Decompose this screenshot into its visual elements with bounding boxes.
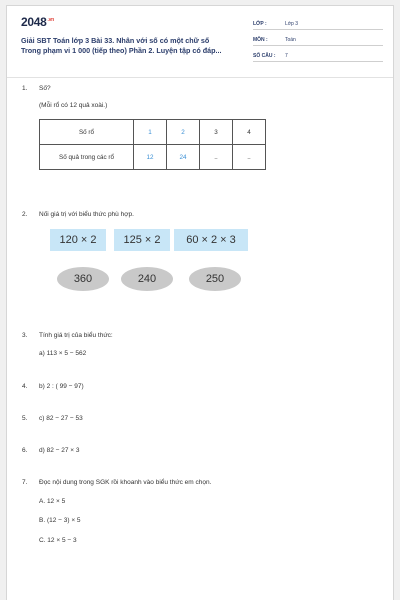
question-1-number: 1.: [22, 85, 28, 92]
question-2-number: 2.: [22, 211, 28, 218]
value-oval[interactable]: 240: [121, 267, 173, 291]
meta-question-count-value: 7: [285, 53, 288, 59]
table-cell: Số quả trong các rổ: [40, 145, 134, 170]
question-5-text: c) 82 − 27 − 53: [39, 415, 83, 422]
meta-grade-value: Lớp 3: [285, 21, 299, 27]
question-1-text: Số?: [39, 85, 51, 92]
table-cell: 12: [134, 145, 167, 170]
table-cell: Số rổ: [40, 120, 134, 145]
header-divider: [7, 77, 393, 78]
table-cell: 4: [233, 120, 266, 145]
question-5-number: 5.: [22, 415, 28, 422]
mango-table: [39, 119, 266, 170]
meta-subject-value: Toán: [285, 37, 296, 43]
meta-subject: [253, 31, 383, 46]
site-logo[interactable]: $2048^{.vn}$: [21, 15, 54, 29]
question-7-number: 7.: [22, 479, 28, 486]
answer-blank-cell[interactable]: ..: [233, 145, 266, 170]
table-row: [40, 145, 266, 170]
expression-box[interactable]: 60 × 2 × 3: [174, 229, 248, 251]
answer-blank-cell[interactable]: ..: [200, 145, 233, 170]
question-4-number: 4.: [22, 383, 28, 390]
meta-grade: [253, 15, 383, 30]
option-c[interactable]: C. 12 × 5 − 3: [39, 537, 77, 544]
question-3-text: Tính giá trị của biểu thức:: [39, 332, 113, 339]
value-oval[interactable]: 250: [189, 267, 241, 291]
table-cell: 1: [134, 120, 167, 145]
question-7-text: Đọc nội dung trong SGK rồi khoanh vào biểu thức em chọn.: [39, 479, 212, 486]
table-cell: 24: [167, 145, 200, 170]
question-2-text: Nối giá trị với biểu thức phù hợp.: [39, 211, 134, 218]
expression-box[interactable]: 125 × 2: [114, 229, 170, 251]
question-1-note: (Mỗi rổ có 12 quả xoài.): [39, 102, 108, 109]
question-4-text: b) 2 : ( 99 − 97): [39, 383, 84, 390]
option-a[interactable]: A. 12 × 5: [39, 498, 66, 505]
expression-box[interactable]: 120 × 2: [50, 229, 106, 251]
value-oval[interactable]: 360: [57, 267, 109, 291]
table-cell: 3: [200, 120, 233, 145]
worksheet-page: [6, 5, 394, 600]
document-title: [21, 36, 247, 56]
meta-grade-key: LỚP :: [253, 21, 267, 27]
meta-question-count-key: SỐ CÂU :: [253, 53, 276, 59]
document-title-line-1: Giải SBT Toán lớp 3 Bài 33. Nhân với số có một chữ số: [21, 36, 210, 45]
question-6-text: d) 82 − 27 × 3: [39, 447, 80, 454]
meta-subject-key: MÔN :: [253, 37, 268, 43]
option-b[interactable]: B. (12 − 3) × 5: [39, 517, 81, 524]
table-cell: 2: [167, 120, 200, 145]
meta-question-count: [253, 47, 383, 62]
question-3-number: 3.: [22, 332, 28, 339]
document-title-line-2: Trong phạm vi 1 000 (tiếp theo) Phần 2. Luyện tập có đáp...: [21, 46, 222, 55]
table-row: [40, 120, 266, 145]
question-6-number: 6.: [22, 447, 28, 454]
question-3-sub: a) 113 × 5 − 562: [39, 350, 87, 357]
